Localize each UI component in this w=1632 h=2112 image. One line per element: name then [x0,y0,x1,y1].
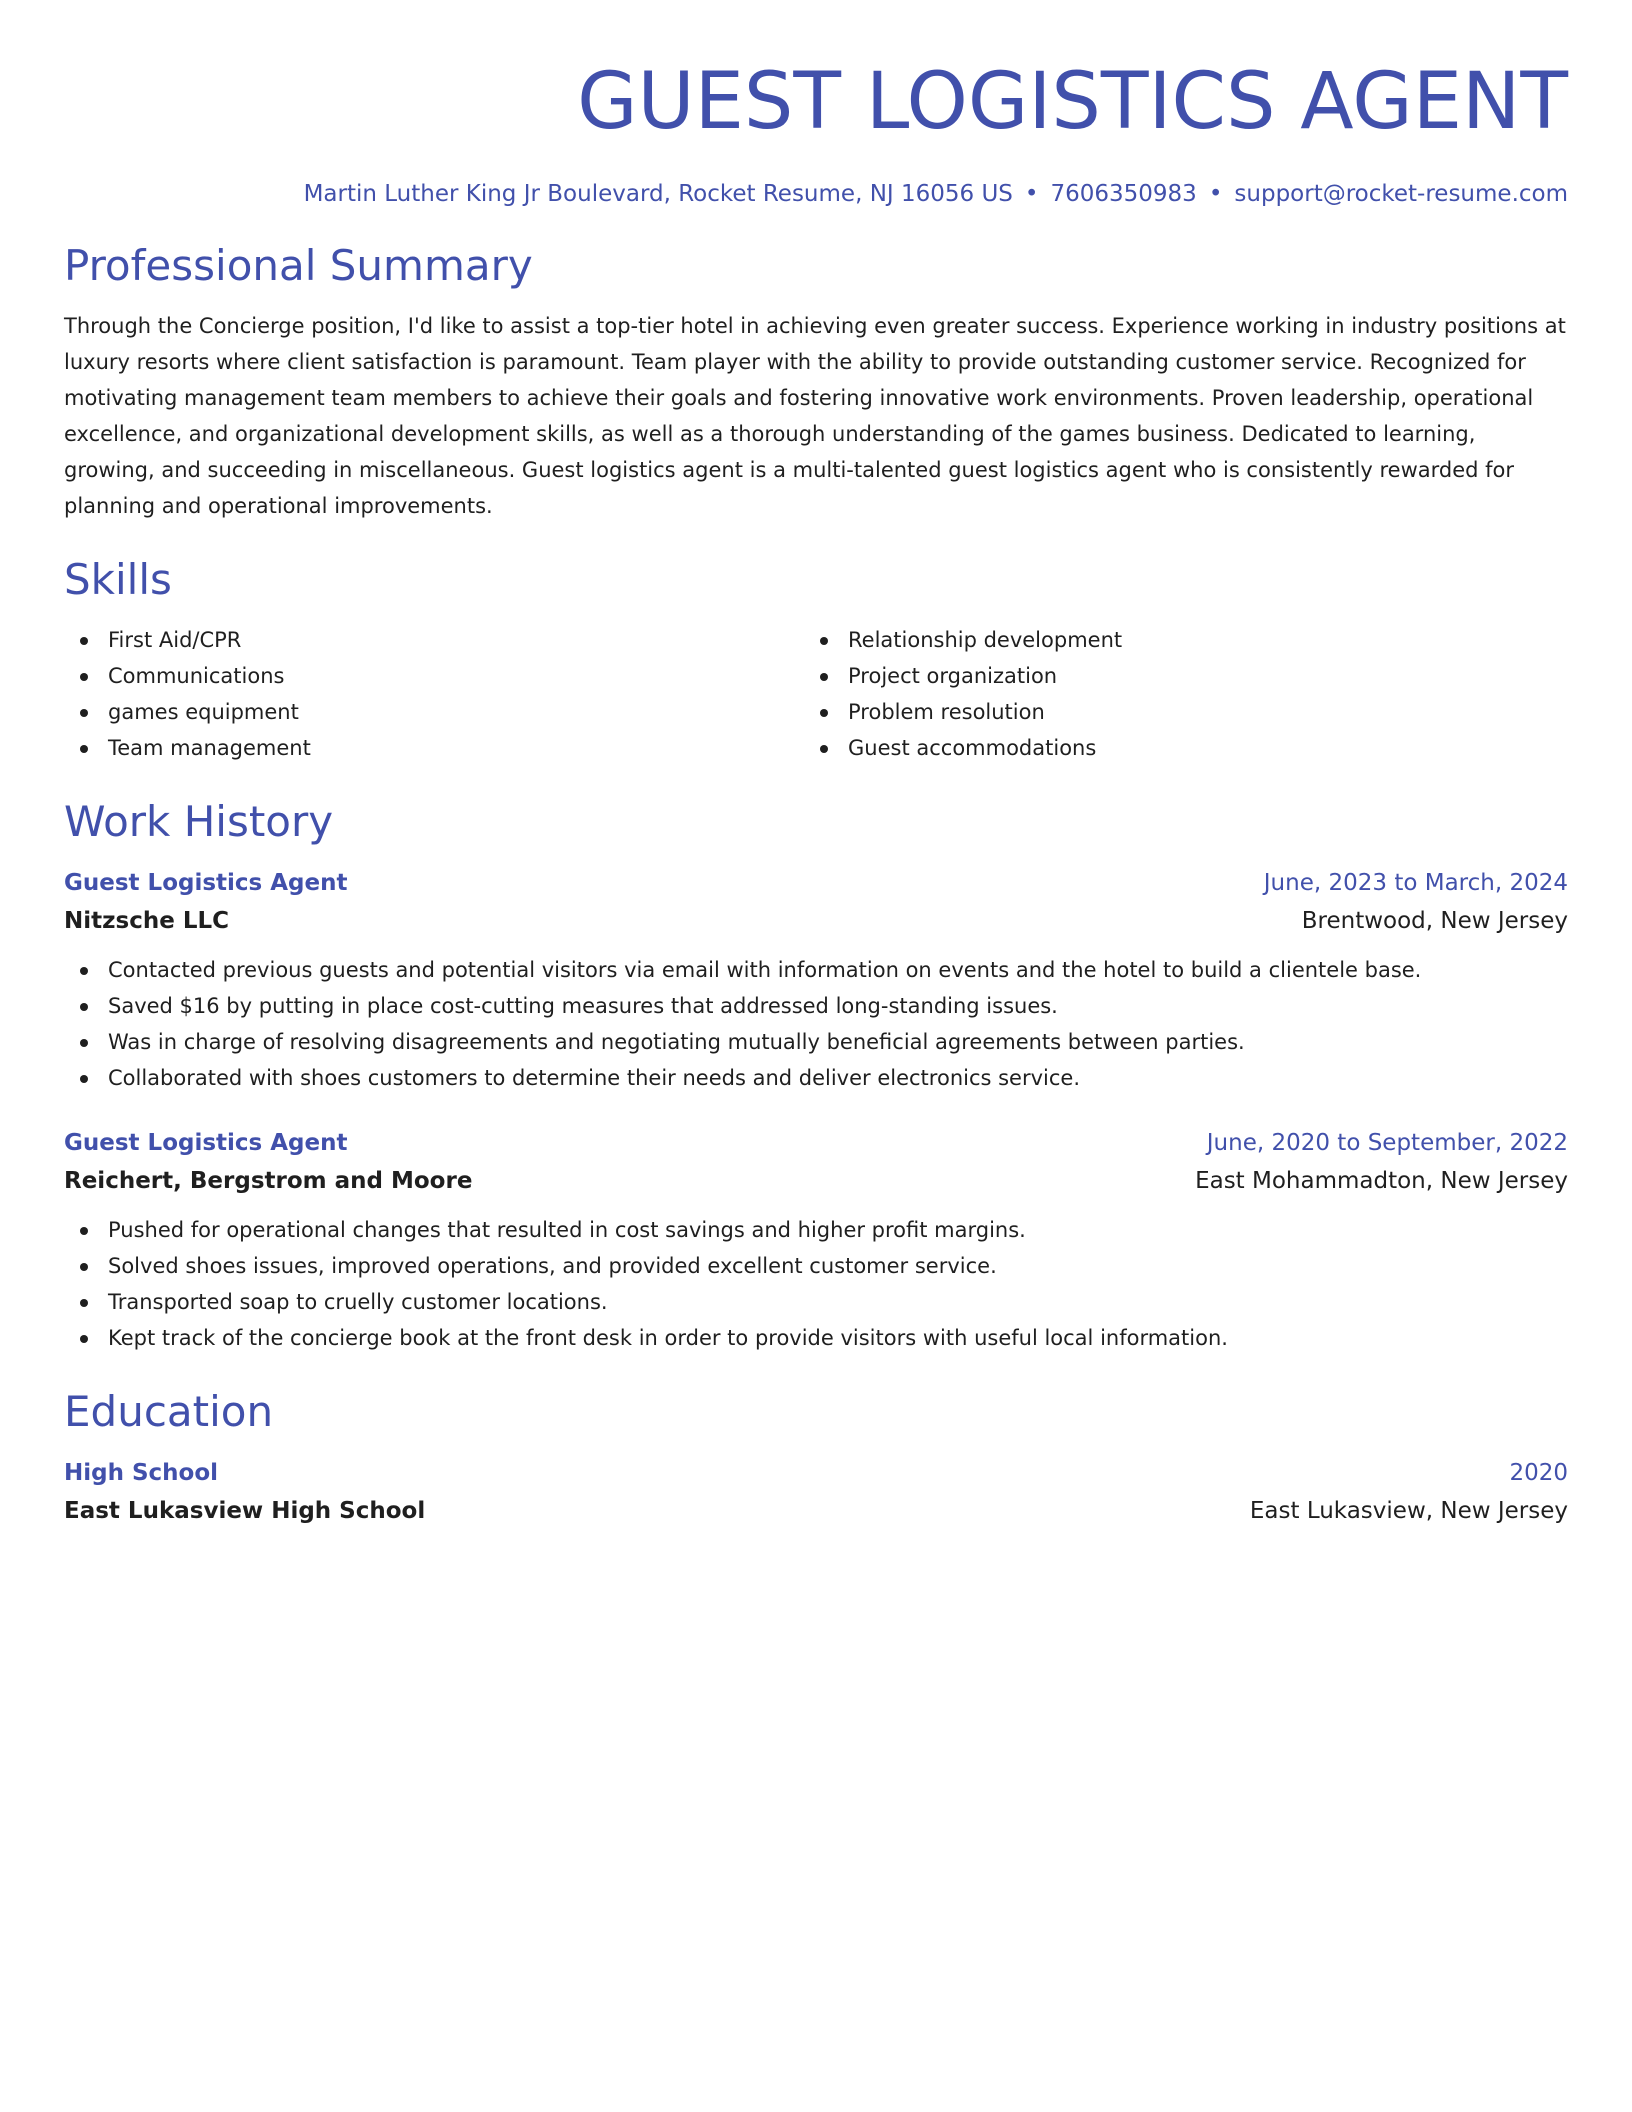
education-section [64,1384,1568,1528]
work-history-section [64,794,1568,1356]
email-link[interactable]: support@rocket-resume.com [1234,181,1568,207]
job-bullet: Transported soap to cruelly customer locations. [64,1284,1568,1320]
job-role: Guest Logistics Agent [64,1130,348,1156]
skills-section [64,552,1568,766]
address-text: Martin Luther King Jr Boulevard, Rocket Resume, NJ 16056 US [303,181,1013,207]
job-bullet: Collaborated with shoes customers to determine their needs and deliver electronics service. [64,1060,1568,1096]
skills-column-right [804,622,1544,766]
job-bullet: Saved $16 by putting in place cost-cutting measures that addressed long-standing issues. [64,988,1568,1024]
job-location: Brentwood, New Jersey [1301,908,1568,934]
resume-title: GUEST LOGISTICS AGENT [577,57,1568,147]
job-company: Nitzsche LLC [64,908,230,934]
skill-item: Project organization [804,658,1544,694]
job-entry [64,1126,1568,1356]
education-heading: Education [64,1387,274,1436]
summary-section [64,238,1568,524]
skill-item: games equipment [64,694,804,730]
job-bullets [64,1212,1568,1356]
contact-separator: • [1024,181,1039,207]
job-location: East Mohammadton, New Jersey [1195,1168,1568,1194]
job-company: Reichert, Bergstrom and Moore [64,1168,473,1194]
summary-heading: Professional Summary [64,241,533,290]
job-subheader [64,904,1568,938]
skill-item: Problem resolution [804,694,1544,730]
work-history-heading: Work History [64,797,334,846]
education-location: East Lukasview, New Jersey [1249,1498,1568,1524]
skills-heading: Skills [64,555,172,604]
job-bullet: Was in charge of resolving disagreements and negotiating mutually beneficial agreements between parties. [64,1024,1568,1060]
skill-item: Team management [64,730,804,766]
job-bullet: Kept track of the concierge book at the front desk in order to provide visitors with useful local information. [64,1320,1568,1356]
job-header [64,1126,1568,1160]
summary-text: Through the Concierge position, I'd like to assist a top-tier hotel in achieving even greater success. Experience working in industry positions at luxury resorts where client satisfaction is paramount. Team player with the ability to provide outstanding customer service. Recognized for motivating management team members to achieve their goals and fostering innovative work environments. Proven leadership, operational excellence, and organizational development skills, as well as a thorough understanding of the games business. Dedicated to learning, growing, and succeeding in miscellaneous. Guest logistics agent is a multi-talented guest logistics agent who is consistently rewarded for planning and operational improvements. [64,314,1566,518]
job-header [64,866,1568,900]
job-bullet: Pushed for operational changes that resulted in cost savings and higher profit margins. [64,1212,1568,1248]
skills-list [64,622,1568,766]
job-bullet: Solved shoes issues, improved operations, and provided excellent customer service. [64,1248,1568,1284]
education-degree: High School [64,1460,219,1486]
skill-item: Relationship development [804,622,1544,658]
skill-item: First Aid/CPR [64,622,804,658]
skills-column-left [64,622,804,766]
job-dates: June, 2020 to September, 2022 [1206,1130,1568,1156]
contact-separator: • [1208,181,1223,207]
job-dates: June, 2023 to March, 2024 [1263,870,1568,896]
job-subheader [64,1164,1568,1198]
skill-item: Communications [64,658,804,694]
education-header [64,1456,1568,1490]
job-entry [64,866,1568,1096]
contact-line [64,178,1568,210]
education-school: East Lukasview High School [64,1498,426,1524]
education-subheader [64,1494,1568,1528]
job-bullet: Contacted previous guests and potential visitors via email with information on events and the hotel to build a clientele base. [64,952,1568,988]
skill-item: Guest accommodations [804,730,1544,766]
phone-text: 7606350983 [1050,181,1197,207]
job-bullets [64,952,1568,1096]
job-role: Guest Logistics Agent [64,870,348,896]
education-year: 2020 [1509,1460,1568,1486]
